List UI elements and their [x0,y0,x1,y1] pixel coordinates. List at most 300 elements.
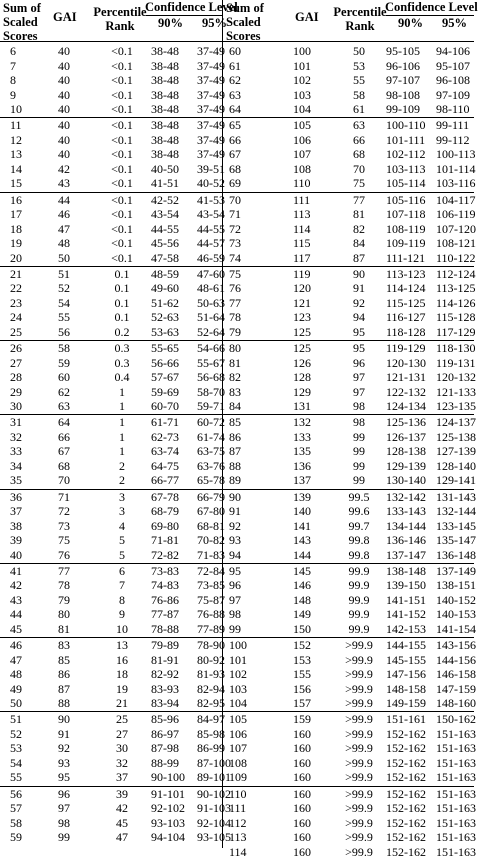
left-sum-cell: 10 [10,102,22,117]
left-ci90-cell: 38-48 [151,87,179,102]
left-ci90-cell: 45-56 [151,236,179,251]
left-gai-cell: 58 [58,341,70,355]
left-gai-cell: 70 [58,473,70,488]
left-gai-cell: 40 [58,87,70,102]
left-percentile-cell: 16 [116,652,128,667]
left-ci90-cell: 83-94 [151,696,179,711]
left-ci90-cell: 44-55 [151,221,179,236]
sum-label-line1-right: Sum of [226,1,264,15]
left-gai-cell: 40 [58,44,70,58]
right-ci95-cell: 143-156 [436,638,476,652]
left-gai-cell: 85 [58,652,70,667]
left-ci95-cell: 89-101 [197,770,231,785]
left-header-95: 95% [202,16,227,30]
right-sum-cell: 68 [229,161,241,176]
right-sum-cell: 73 [229,236,241,251]
right-ci95-cell: 107-120 [436,221,476,236]
left-sum-cell: 20 [10,250,22,265]
right-gai-cell: 128 [293,370,311,385]
right-ci90-cell: 107-118 [386,207,426,222]
left-ci95-cell: 37-49 [197,102,225,117]
right-ci90-cell: 96-106 [386,58,420,73]
right-percentile-cell: 82 [353,221,365,236]
percentile-label-line1-right: Percentile [333,5,387,19]
right-ci90-cell: 97-107 [386,73,420,88]
left-ci90-cell: 86-97 [151,726,179,741]
right-percentile-cell: 77 [353,192,365,207]
right-sum-cell: 67 [229,147,241,162]
right-ci90-cell: 121-131 [386,370,426,385]
left-sum-cell: 11 [10,118,22,133]
right-gai-cell: 129 [293,384,311,399]
left-ci95-cell: 37-49 [197,73,225,88]
right-gai-cell: 160 [293,844,311,859]
left-gai-cell: 52 [58,281,70,296]
right-sum-cell: 60 [229,44,241,58]
left-sum-cell: 7 [10,58,16,73]
header-bottom-rule [0,41,474,42]
right-sum-cell: 86 [229,429,241,444]
left-ci90-cell: 68-79 [151,504,179,519]
right-ci95-cell: 133-145 [436,518,476,533]
right-sum-cell: 87 [229,444,241,459]
percentile-label-line2: Rank [105,19,135,33]
left-sum-cell: 57 [10,801,22,816]
right-gai-cell: 139 [293,489,311,504]
right-gai-cell: 156 [293,681,311,696]
left-ci90-cell: 38-48 [151,147,179,162]
left-percentile-cell: 6 [119,563,125,578]
right-ci95-cell: 151-163 [436,830,476,845]
right-percentile-cell: 94 [353,310,365,325]
right-percentile-cell: >99.9 [345,652,373,667]
left-ci90-cell: 77-87 [151,607,179,622]
right-ci90-cell: 138-148 [386,563,426,578]
left-gai-cell: 95 [58,770,70,785]
left-ci95-cell: 65-78 [197,473,225,488]
left-percentile-cell: 0.1 [114,266,130,281]
right-ci90-cell: 120-130 [386,355,426,370]
right-percentile-cell: >99.9 [345,681,373,696]
left-ci95-cell: 63-76 [197,458,225,473]
left-ci95-cell: 66-79 [197,489,225,504]
right-ci90-cell: 152-162 [386,844,426,859]
right-sum-cell: 84 [229,399,241,414]
right-ci90-cell: 113-123 [386,266,426,281]
left-ci95-cell: 58-70 [197,384,225,399]
right-percentile-cell: >99.9 [345,830,373,845]
left-percentile-cell: 25 [116,712,128,727]
right-percentile-cell: 97 [353,370,365,385]
right-ci90-cell: 108-119 [386,221,426,236]
right-ci95-cell: 151-163 [436,801,476,816]
right-ci90-cell: 98-108 [386,87,420,102]
left-percentile-cell: 1 [119,444,125,459]
right-percentile-cell: 99.9 [348,578,370,593]
right-gai-cell: 115 [293,236,311,251]
right-gai-cell: 101 [293,58,311,73]
right-ci95-cell: 103-116 [436,176,476,191]
right-ci90-cell: 128-138 [386,444,426,459]
right-gai-cell: 131 [293,399,311,414]
right-ci90-cell: 144-155 [386,638,426,652]
left-gai-cell: 76 [58,547,70,562]
left-sum-cell: 16 [10,192,22,207]
left-ci95-cell: 85-98 [197,726,225,741]
right-sum-cell: 89 [229,473,241,488]
right-percentile-cell: 92 [353,295,365,310]
left-percentile-cell: <0.1 [111,161,133,176]
left-gai-cell: 93 [58,755,70,770]
right-percentile-cell: >99.9 [345,667,373,682]
sum-label-line2-right: Scaled [226,15,261,29]
right-ci90-cell: 125-136 [386,415,426,430]
left-ci90-cell: 40-50 [151,161,179,176]
right-ci90-cell: 152-162 [386,770,426,785]
right-ci95-cell: 104-117 [436,192,476,207]
left-ci95-cell: 37-49 [197,44,225,58]
right-percentile-cell: >99.9 [345,712,373,727]
right-gai-cell: 106 [293,132,311,147]
right-sum-cell: 88 [229,458,241,473]
left-gai-cell: 99 [58,830,70,845]
right-percentile-cell: 61 [353,102,365,117]
left-ci90-cell: 73-83 [151,563,179,578]
left-ci95-cell: 55-67 [197,355,225,370]
left-sum-cell: 47 [10,652,22,667]
right-sum-cell: 100 [229,638,247,652]
right-percentile-cell: >99.9 [345,696,373,711]
left-ci90-cell: 61-71 [151,415,179,430]
right-percentile-cell: 58 [353,87,365,102]
right-gai-cell: 111 [293,192,311,207]
right-ci90-cell: 124-134 [386,399,426,414]
right-gai-cell: 155 [293,667,311,682]
left-gai-cell: 47 [58,221,70,236]
right-ci95-cell: 151-163 [436,770,476,785]
left-percentile-cell: 42 [116,801,128,816]
left-ci95-cell: 91-103 [197,801,231,816]
right-percentile-cell: 97 [353,384,365,399]
right-ci95-cell: 151-163 [436,815,476,830]
left-ci95-cell: 90-102 [197,786,231,801]
right-gai-cell: 104 [293,102,311,117]
left-sum-cell: 52 [10,726,22,741]
right-header-gai: GAI [295,10,319,24]
left-percentile-cell: <0.1 [111,73,133,88]
right-sum-cell: 99 [229,621,241,636]
left-percentile-cell: 1 [119,399,125,414]
right-ci90-cell: 116-127 [386,310,426,325]
right-sum-cell: 112 [229,815,247,830]
right-gai-cell: 123 [293,310,311,325]
left-gai-cell: 56 [58,324,70,339]
right-ci90-cell: 111-121 [386,250,426,265]
left-ci90-cell: 60-70 [151,399,179,414]
right-ci95-cell: 96-108 [436,73,470,88]
left-percentile-cell: <0.1 [111,132,133,147]
left-ci95-cell: 75-87 [197,592,225,607]
left-percentile-cell: <0.1 [111,87,133,102]
right-percentile-cell: 81 [353,207,365,222]
left-gai-cell: 55 [58,310,70,325]
right-ci90-cell: 137-147 [386,547,426,562]
right-percentile-cell: 99 [353,429,365,444]
right-ci95-cell: 97-109 [436,87,470,102]
left-gai-cell: 71 [58,489,70,504]
left-sum-cell: 19 [10,236,22,251]
right-percentile-cell: >99.9 [345,844,373,859]
left-percentile-cell: 0.1 [114,310,130,325]
right-sum-cell: 95 [229,563,241,578]
left-header-confidence: Confidence Level [145,0,238,14]
right-sum-cell: 97 [229,592,241,607]
right-gai-cell: 125 [293,324,311,339]
right-ci90-cell: 109-119 [386,236,426,251]
left-header-gai: GAI [53,10,77,24]
left-ci95-cell: 72-84 [197,563,225,578]
right-gai-cell: 121 [293,295,311,310]
left-percentile-cell: 27 [116,726,128,741]
right-percentile-cell: >99.9 [345,726,373,741]
left-sum-cell: 55 [10,770,22,785]
left-sum-cell: 26 [10,341,22,355]
left-percentile-cell: 1 [119,415,125,430]
left-ci95-cell: 40-52 [197,176,225,191]
left-ci95-cell: 92-104 [197,815,231,830]
left-ci90-cell: 53-63 [151,324,179,339]
right-ci90-cell: 105-114 [386,176,426,191]
left-percentile-cell: 5 [119,533,125,548]
right-percentile-cell: 95 [353,341,365,355]
left-sum-cell: 37 [10,504,22,519]
right-ci90-cell: 139-150 [386,578,426,593]
left-ci90-cell: 82-92 [151,667,179,682]
right-gai-cell: 125 [293,341,311,355]
right-gai-cell: 120 [293,281,311,296]
right-percentile-cell: 84 [353,236,365,251]
left-percentile-cell: <0.1 [111,58,133,73]
right-percentile-cell: 99.5 [348,489,370,504]
left-sum-cell: 9 [10,87,16,102]
left-gai-cell: 40 [58,118,70,133]
left-ci90-cell: 69-80 [151,518,179,533]
right-ci90-cell: 102-112 [386,147,426,162]
left-percentile-cell: 18 [116,667,128,682]
right-ci90-cell: 152-162 [386,815,426,830]
right-ci90-cell: 152-162 [386,755,426,770]
right-ci90-cell: 152-162 [386,801,426,816]
right-sum-cell: 72 [229,221,241,236]
right-gai-cell: 108 [293,161,311,176]
left-ci95-cell: 67-80 [197,504,225,519]
right-gai-cell: 126 [293,355,311,370]
sum-label-line1: Sum of [3,1,41,15]
right-percentile-cell: 66 [353,132,365,147]
left-sum-cell: 8 [10,73,16,88]
left-ci90-cell: 51-62 [151,295,179,310]
left-ci90-cell: 38-48 [151,58,179,73]
left-ci95-cell: 37-49 [197,147,225,162]
left-ci90-cell: 62-73 [151,429,179,444]
right-sum-cell: 80 [229,341,241,355]
left-percentile-cell: 0.2 [114,324,130,339]
left-sum-cell: 48 [10,667,22,682]
right-ci90-cell: 118-128 [386,324,426,339]
right-percentile-cell: 99 [353,458,365,473]
left-sum-cell: 21 [10,266,22,281]
right-percentile-cell: 96 [353,355,365,370]
left-percentile-cell: 0.1 [114,281,130,296]
right-ci90-cell: 105-116 [386,192,426,207]
right-gai-cell: 102 [293,73,311,88]
right-percentile-cell: 99.8 [348,533,370,548]
right-ci95-cell: 108-121 [436,236,476,251]
left-ci90-cell: 72-82 [151,547,179,562]
right-percentile-cell: 87 [353,250,365,265]
left-ci90-cell: 91-101 [151,786,185,801]
left-ci90-cell: 92-102 [151,801,185,816]
right-ci95-cell: 137-149 [436,563,476,578]
left-gai-cell: 88 [58,696,70,711]
right-ci90-cell: 141-151 [386,592,426,607]
right-ci95-cell: 94-106 [436,44,470,58]
right-ci90-cell: 145-155 [386,652,426,667]
left-percentile-cell: 10 [116,621,128,636]
left-percentile-cell: <0.1 [111,147,133,162]
left-gai-cell: 63 [58,399,70,414]
right-percentile-cell: >99.9 [345,741,373,756]
left-ci95-cell: 77-89 [197,621,225,636]
right-gai-cell: 157 [293,696,311,711]
right-ci95-cell: 147-159 [436,681,476,696]
left-gai-cell: 51 [58,266,70,281]
right-ci95-cell: 151-163 [436,741,476,756]
right-gai-cell: 149 [293,607,311,622]
left-ci90-cell: 55-65 [151,341,179,355]
right-percentile-cell: 75 [353,176,365,191]
right-gai-cell: 160 [293,755,311,770]
left-ci95-cell: 46-59 [197,250,225,265]
right-gai-cell: 148 [293,592,311,607]
right-percentile-cell: 95 [353,324,365,339]
left-gai-cell: 40 [58,58,70,73]
right-gai-cell: 103 [293,87,311,102]
right-sum-cell: 103 [229,681,247,696]
left-sum-cell: 53 [10,741,22,756]
right-sum-cell: 83 [229,384,241,399]
right-ci90-cell: 122-132 [386,384,426,399]
left-sum-cell: 28 [10,370,22,385]
left-ci90-cell: 78-88 [151,621,179,636]
left-gai-cell: 87 [58,681,70,696]
right-percentile-cell: 99.6 [348,504,370,519]
left-ci90-cell: 71-81 [151,533,179,548]
right-ci95-cell: 118-130 [436,341,476,355]
left-gai-cell: 44 [58,192,70,207]
left-sum-cell: 43 [10,592,22,607]
left-sum-cell: 6 [10,44,16,58]
left-ci95-cell: 82-95 [197,696,225,711]
right-percentile-cell: 68 [353,147,365,162]
right-percentile-cell: 98 [353,415,365,430]
right-ci95-cell: 148-160 [436,696,476,711]
right-gai-cell: 100 [293,44,311,58]
left-gai-cell: 96 [58,786,70,801]
left-ci90-cell: 49-60 [151,281,179,296]
right-ci95-cell: 136-148 [436,547,476,562]
left-gai-cell: 48 [58,236,70,251]
right-ci90-cell: 142-153 [386,621,426,636]
left-ci90-cell: 41-51 [151,176,179,191]
right-sum-cell: 90 [229,489,241,504]
left-percentile-cell: 0.1 [114,295,130,310]
left-sum-cell: 54 [10,755,22,770]
right-sum-cell: 82 [229,370,241,385]
right-ci95-cell: 114-126 [436,295,476,310]
left-ci95-cell: 78-90 [197,638,225,652]
right-gai-cell: 160 [293,741,311,756]
percentile-label-line1: Percentile [93,5,147,19]
right-gai-cell: 141 [293,518,311,533]
left-sum-cell: 36 [10,489,22,504]
left-sum-cell: 34 [10,458,22,473]
right-ci90-cell: 100-110 [386,118,426,133]
left-sum-cell: 24 [10,310,22,325]
right-ci95-cell: 129-141 [436,473,476,488]
left-sum-cell: 15 [10,176,22,191]
left-ci95-cell: 86-99 [197,741,225,756]
left-percentile-cell: 0.3 [114,341,130,355]
right-sum-cell: 94 [229,547,241,562]
right-gai-cell: 119 [293,266,311,281]
left-gai-cell: 80 [58,607,70,622]
sum-label-line3: Scores [3,29,38,43]
left-ci90-cell: 81-91 [151,652,179,667]
left-ci95-cell: 37-49 [197,58,225,73]
right-percentile-cell: >99.9 [345,755,373,770]
left-sum-cell: 58 [10,815,22,830]
right-ci90-cell: 119-129 [386,341,426,355]
left-ci90-cell: 48-59 [151,266,179,281]
left-header-percentile [90,5,150,33]
left-ci90-cell: 88-99 [151,755,179,770]
left-ci95-cell: 63-75 [197,444,225,459]
right-ci95-cell: 138-151 [436,578,476,593]
left-percentile-cell: 13 [116,638,128,652]
right-gai-cell: 160 [293,830,311,845]
left-percentile-cell: 47 [116,830,128,845]
right-sum-cell: 102 [229,667,247,682]
right-gai-cell: 107 [293,147,311,162]
left-ci90-cell: 87-98 [151,741,179,756]
right-gai-cell: 117 [293,250,311,265]
left-gai-cell: 59 [58,355,70,370]
left-sum-cell: 18 [10,221,22,236]
left-sum-cell: 31 [10,415,22,430]
left-ci90-cell: 66-77 [151,473,179,488]
left-gai-cell: 67 [58,444,70,459]
right-ci90-cell: 115-125 [386,295,426,310]
left-percentile-cell: <0.1 [111,102,133,117]
left-gai-cell: 90 [58,712,70,727]
left-sum-cell: 25 [10,324,22,339]
right-ci95-cell: 119-131 [436,355,476,370]
right-sum-cell: 110 [229,786,247,801]
right-ci95-cell: 123-135 [436,399,476,414]
left-percentile-cell: 1 [119,429,125,444]
right-sum-cell: 109 [229,770,247,785]
